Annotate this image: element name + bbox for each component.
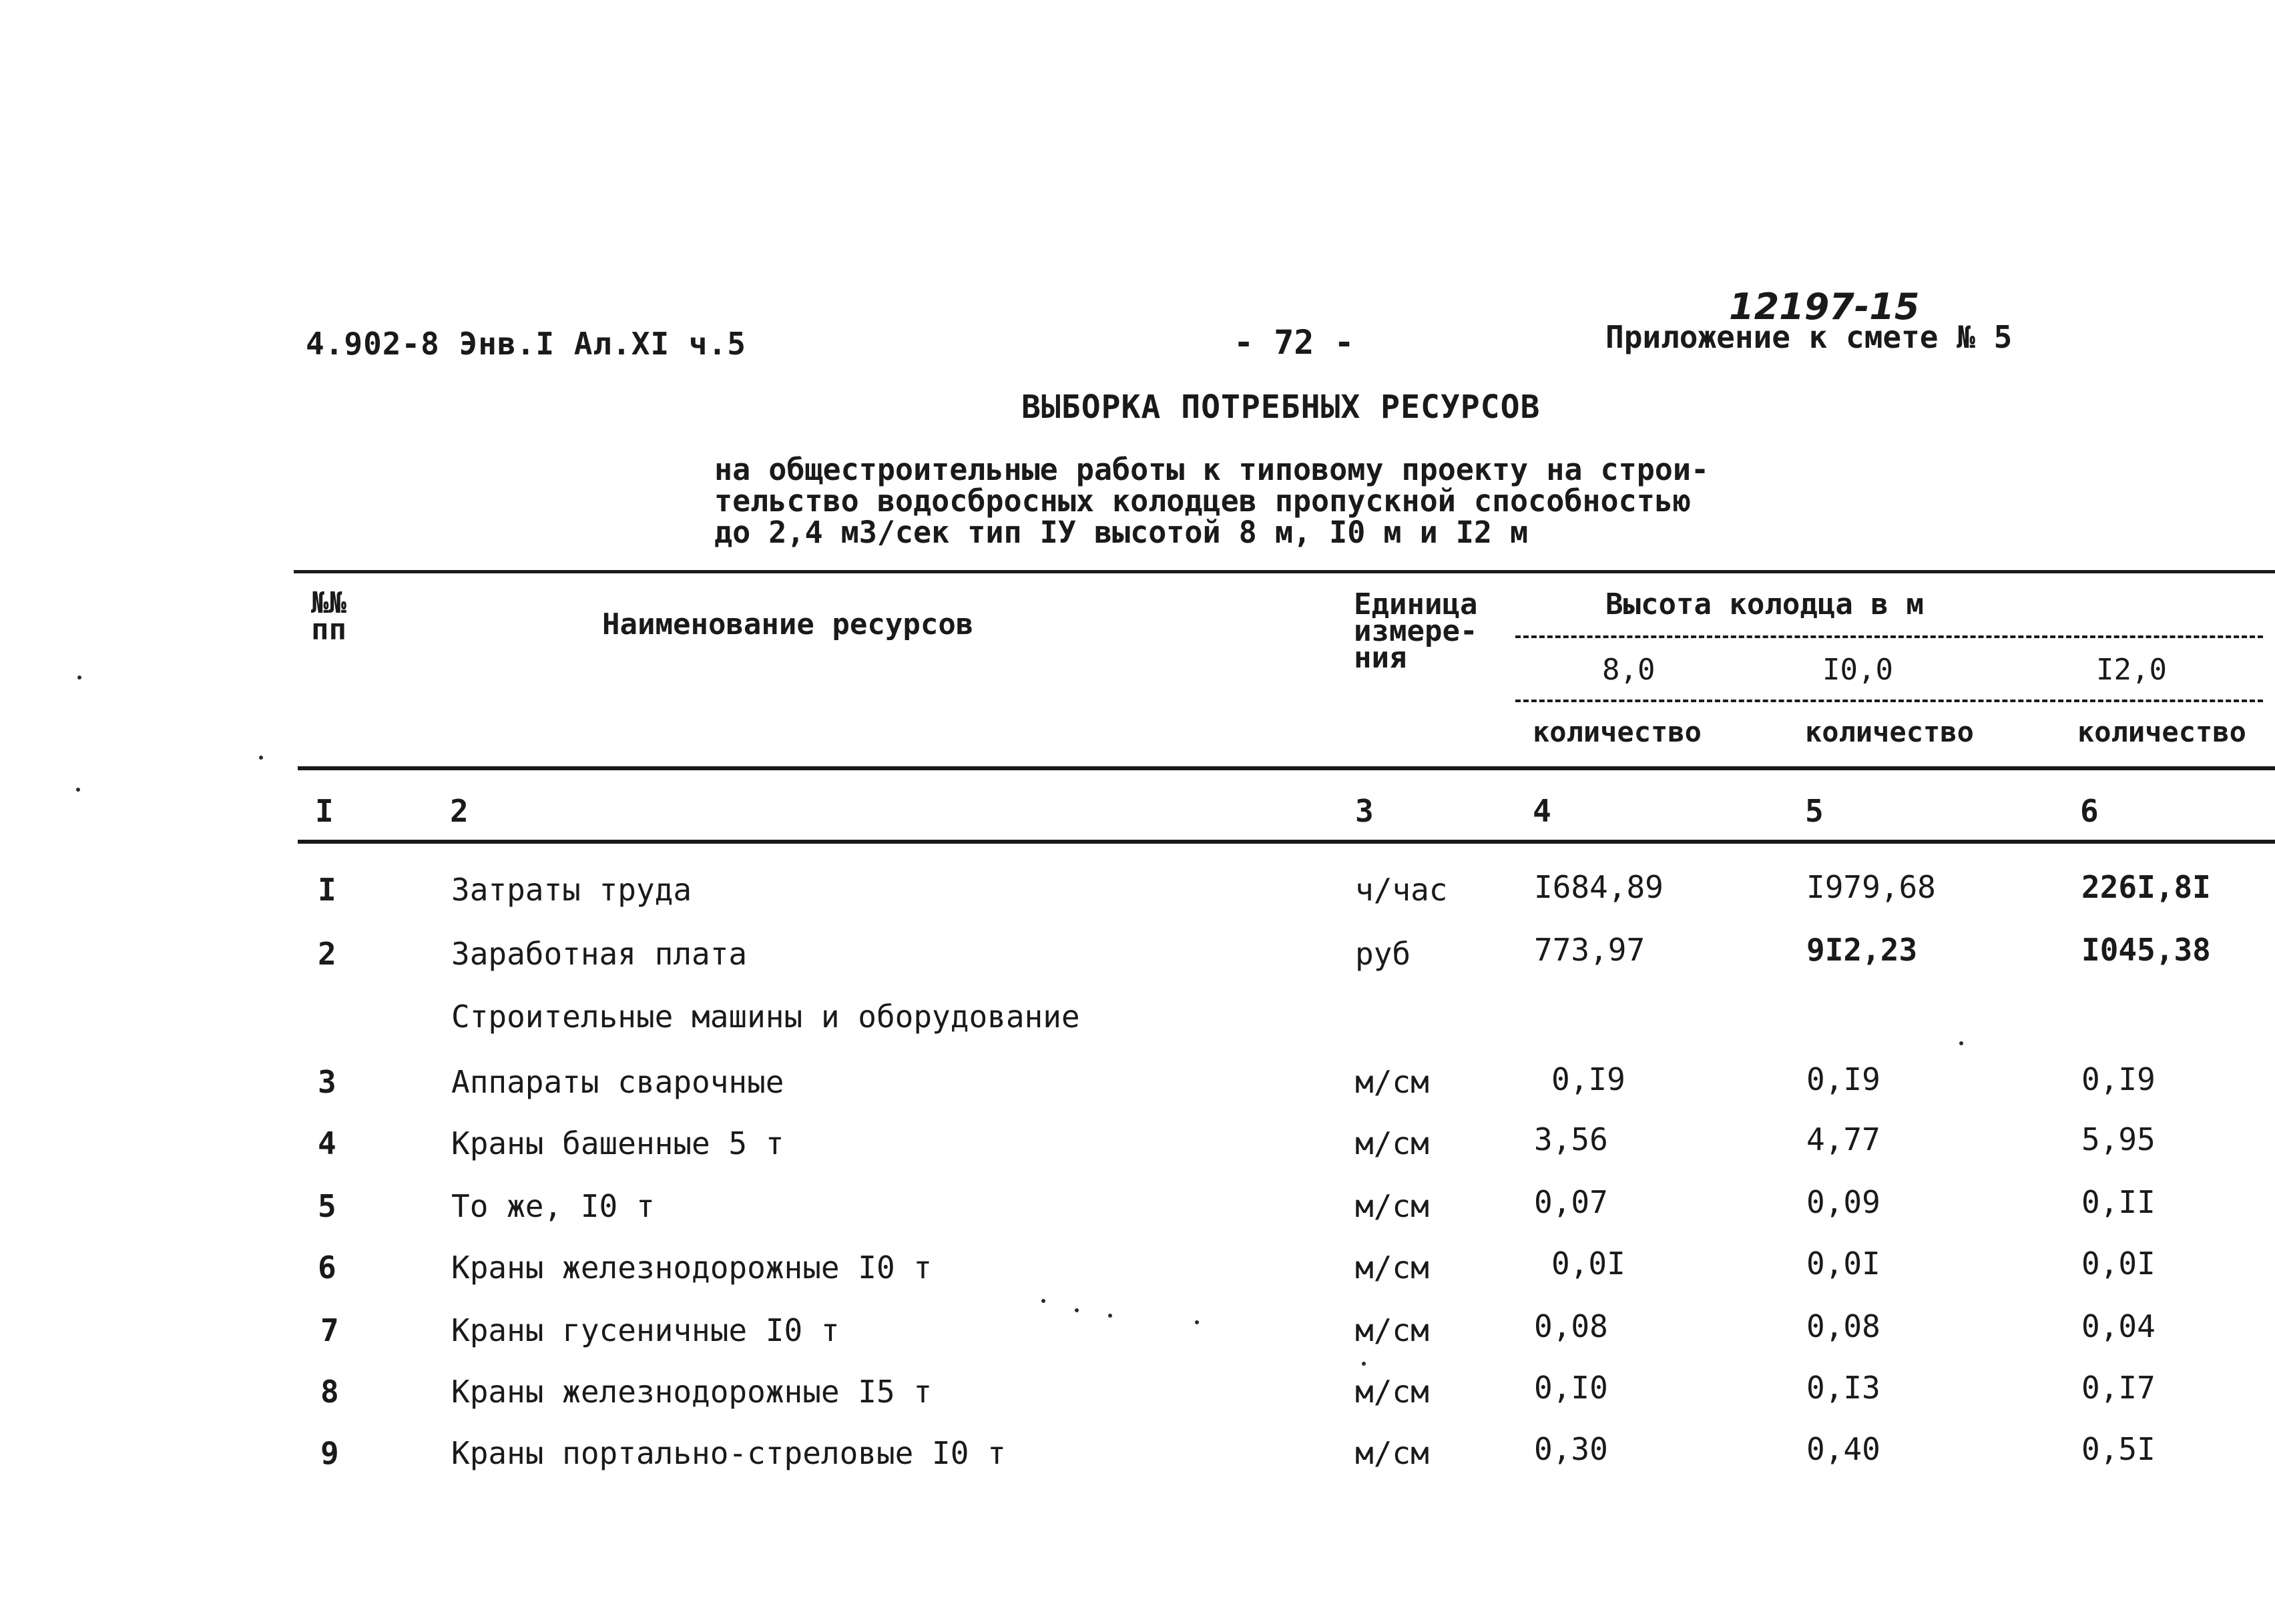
header-bottom-rule	[298, 766, 2275, 770]
quantity-8m: 0,07	[1534, 1184, 1608, 1220]
column-header-unit: Единица измере- ния	[1354, 587, 1478, 675]
scan-speck	[1075, 1308, 1079, 1312]
height-group-divider	[1515, 635, 2263, 638]
scan-speck	[1195, 1320, 1199, 1324]
quantity-10m: I979,68	[1806, 869, 1936, 905]
scan-speck	[1041, 1299, 1045, 1303]
quantity-label: количество	[1533, 716, 1702, 748]
row-number: 7	[320, 1312, 339, 1348]
quantity-8m: I684,89	[1534, 869, 1664, 905]
resource-name: Краны портально-стреловые I0 т	[451, 1435, 1006, 1471]
quantity-label: количество	[1805, 716, 1974, 748]
column-number: 5	[1805, 793, 1824, 829]
unit-value: м/см	[1355, 1312, 1429, 1348]
resource-name: Затраты труда	[451, 872, 692, 908]
quantity-8m: 0,08	[1534, 1308, 1608, 1344]
resource-name: Краны башенные 5 т	[451, 1125, 784, 1161]
column-header-name: Наименование ресурсов	[602, 607, 974, 641]
scan-speck	[77, 675, 81, 680]
row-number: 5	[318, 1188, 336, 1224]
section-heading: Строительные машины и оборудование	[451, 999, 1080, 1035]
scan-speck	[259, 756, 263, 760]
quantity-8m: 773,97	[1534, 932, 1646, 968]
scan-speck	[1362, 1362, 1366, 1366]
scan-speck	[76, 788, 80, 792]
unit-value: м/см	[1355, 1374, 1429, 1410]
row-number: 4	[318, 1125, 336, 1161]
resource-name: Краны гусеничные I0 т	[451, 1312, 840, 1348]
height-10: I0,0	[1822, 653, 1893, 687]
row-number: 6	[318, 1250, 336, 1286]
subtitle-line: на общестроительные работы к типовому проекту на строи-	[714, 452, 1710, 487]
quantity-8m: 3,56	[1534, 1121, 1608, 1157]
column-header-height-group: Высота колодца в м	[1605, 587, 1924, 621]
heights-divider	[1515, 700, 2263, 702]
unit-value: руб	[1355, 936, 1411, 972]
scan-speck	[1108, 1314, 1112, 1318]
height-12: I2,0	[2096, 653, 2167, 687]
quantity-10m: 4,77	[1806, 1121, 1880, 1157]
quantity-12m: 0,0I	[2081, 1246, 2156, 1282]
row-number: 8	[320, 1374, 339, 1410]
quantity-12m: 0,04	[2081, 1308, 2156, 1344]
quantity-10m: 0,I3	[1806, 1370, 1880, 1406]
document-title: ВЫБОРКА ПОТРЕБНЫХ РЕСУРСОВ	[1021, 388, 1541, 426]
row-number: 9	[320, 1435, 339, 1471]
resource-name: Краны железнодорожные I0 т	[451, 1250, 933, 1286]
height-8: 8,0	[1602, 653, 1656, 687]
row-number: 2	[318, 936, 336, 972]
column-numbers-rule	[298, 840, 2275, 844]
resource-name: Аппараты сварочные	[451, 1064, 784, 1100]
resource-name: Краны железнодорожные I5 т	[451, 1374, 933, 1410]
row-number: I	[318, 872, 336, 908]
quantity-8m: 0,30	[1534, 1431, 1608, 1467]
resource-name: Заработная плата	[451, 936, 748, 972]
handwritten-number: 12197-15	[1729, 286, 1920, 328]
scan-speck	[1959, 1041, 1963, 1045]
quantity-12m: 0,I9	[2081, 1061, 2156, 1097]
resource-name: То же, I0 т	[451, 1188, 655, 1224]
subtitle-line: до 2,4 м3/сек тип IУ высотой 8 м, I0 м и I2 м	[714, 515, 1529, 550]
quantity-10m: 0,I9	[1806, 1061, 1880, 1097]
row-number: 3	[318, 1064, 336, 1100]
quantity-12m: 5,95	[2081, 1121, 2156, 1157]
page-number: - 72 -	[1234, 323, 1354, 362]
quantity-8m: 0,I9	[1551, 1061, 1625, 1097]
appendix-label: Приложение к смете № 5	[1605, 319, 2013, 355]
quantity-10m: 0,08	[1806, 1308, 1880, 1344]
quantity-12m: 0,I7	[2081, 1370, 2156, 1406]
column-number: 4	[1533, 793, 1551, 829]
quantity-12m: 226I,8I	[2081, 869, 2211, 905]
unit-value: м/см	[1355, 1064, 1429, 1100]
column-number: I	[315, 793, 334, 829]
quantity-8m: 0,I0	[1534, 1370, 1608, 1406]
subtitle-line: тельство водосбросных колодцев пропускной способностью	[714, 483, 1691, 519]
column-number: 3	[1355, 793, 1374, 829]
column-number: 2	[450, 793, 469, 829]
quantity-10m: 9I2,23	[1806, 932, 1918, 968]
document-code: 4.902-8 Энв.I Ал.XI ч.5	[306, 326, 746, 362]
quantity-10m: 0,40	[1806, 1431, 1880, 1467]
quantity-12m: 0,II	[2081, 1184, 2156, 1220]
unit-value: м/см	[1355, 1250, 1429, 1286]
quantity-10m: 0,09	[1806, 1184, 1880, 1220]
unit-value: м/см	[1355, 1188, 1429, 1224]
quantity-8m: 0,0I	[1551, 1246, 1625, 1282]
unit-value: м/см	[1355, 1435, 1429, 1471]
column-number: 6	[2080, 793, 2099, 829]
column-header-number: №№ пп	[311, 586, 346, 647]
quantity-10m: 0,0I	[1806, 1246, 1880, 1282]
quantity-label: количество	[2077, 716, 2246, 748]
table-top-rule	[294, 570, 2275, 573]
document-subtitle	[714, 454, 1709, 548]
quantity-12m: 0,5I	[2081, 1431, 2156, 1467]
quantity-12m: I045,38	[2081, 932, 2211, 968]
unit-value: м/см	[1355, 1125, 1429, 1161]
unit-value: ч/час	[1355, 872, 1448, 908]
